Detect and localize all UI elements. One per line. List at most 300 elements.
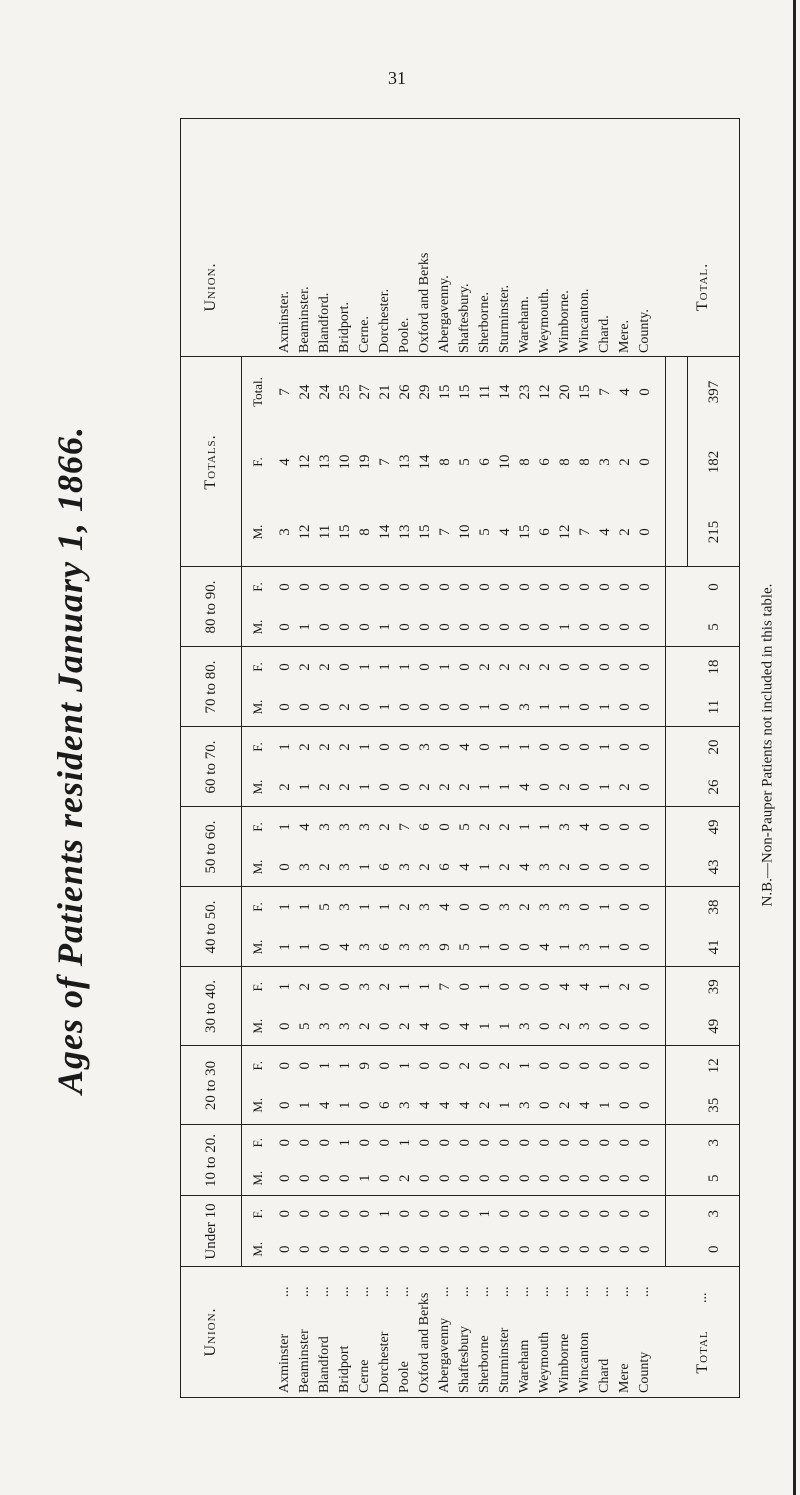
table-cell: 0 xyxy=(316,1245,333,1253)
table-cell: 0 xyxy=(356,703,373,711)
table-cell: 0 xyxy=(436,1139,453,1147)
table-cell: 0 xyxy=(336,583,353,591)
table-cell: 0 xyxy=(596,1139,613,1147)
table-cell: 0 xyxy=(536,1210,553,1218)
table-cell: 1 xyxy=(276,743,293,751)
table-cell: 13 xyxy=(396,454,413,470)
union-name-left: Abergavenny xyxy=(437,1317,452,1393)
table-cell: 1 xyxy=(596,783,613,791)
table-cell: 0 xyxy=(636,1101,653,1109)
table-cell: 2 xyxy=(336,703,353,711)
table-cell: 2 xyxy=(496,663,513,671)
table-cell: 0 xyxy=(476,1174,493,1182)
table-cell: 2 xyxy=(616,458,633,466)
table-cell: 4 xyxy=(576,1101,593,1109)
table-cell: 2 xyxy=(516,663,533,671)
table-cell: 3 xyxy=(356,823,373,831)
table-cell: 2 xyxy=(376,983,393,991)
total-cell: 5 xyxy=(705,623,722,631)
table-cell: 12 xyxy=(296,524,313,540)
table-cell: 1 xyxy=(276,983,293,991)
union-name-right: Shaftesbury. xyxy=(457,283,472,353)
leader-dots: ... xyxy=(577,1286,592,1297)
table-cell: 5 xyxy=(296,1022,313,1030)
table-cell: 4 xyxy=(276,458,293,466)
union-name-left: Chard xyxy=(597,1358,612,1393)
table-cell: 4 xyxy=(516,783,533,791)
union-name-right: Sturminster. xyxy=(497,284,512,353)
age-group-header: 80 to 90. xyxy=(202,580,219,634)
table-cell: 0 xyxy=(376,1022,393,1030)
table-cell: 0 xyxy=(636,703,653,711)
table-cell: 0 xyxy=(496,1174,513,1182)
table-cell: 15 xyxy=(436,384,453,400)
table-cell: 2 xyxy=(416,783,433,791)
sex-subheader: M. xyxy=(250,1097,265,1113)
table-cell: 0 xyxy=(596,1022,613,1030)
table-cell: 6 xyxy=(536,458,553,466)
table-cell: 0 xyxy=(616,703,633,711)
table-cell: 0 xyxy=(636,583,653,591)
table-cell: 4 xyxy=(436,903,453,911)
table-cell: 4 xyxy=(456,863,473,871)
table-cell: 0 xyxy=(456,903,473,911)
page-edge-rule xyxy=(793,0,796,1495)
table-cell: 1 xyxy=(556,943,573,951)
table-cell: 1 xyxy=(356,743,373,751)
age-group-header: 20 to 30 xyxy=(202,1060,219,1111)
table-cell: 4 xyxy=(436,1101,453,1109)
table-cell: 12 xyxy=(296,454,313,470)
table-cell: 3 xyxy=(336,863,353,871)
table-cell: 0 xyxy=(476,1245,493,1253)
table-cell: 0 xyxy=(296,583,313,591)
table-cell: 0 xyxy=(436,823,453,831)
table-cell: 0 xyxy=(316,943,333,951)
table-cell: 2 xyxy=(316,743,333,751)
table-cell: 0 xyxy=(536,983,553,991)
table-cell: 1 xyxy=(276,823,293,831)
table-cell: 0 xyxy=(596,663,613,671)
table-cell: 1 xyxy=(536,703,553,711)
table-cell: 3 xyxy=(496,903,513,911)
table-cell: 0 xyxy=(616,1139,633,1147)
table-cell: 2 xyxy=(316,663,333,671)
table-cell: 0 xyxy=(316,1210,333,1218)
table-cell: 0 xyxy=(616,1022,633,1030)
table-cell: 0 xyxy=(296,1139,313,1147)
table-cell: 3 xyxy=(576,943,593,951)
table-cell: 0 xyxy=(496,583,513,591)
table-cell: 10 xyxy=(336,454,353,470)
table-cell: 8 xyxy=(516,458,533,466)
age-group-header: 30 to 40. xyxy=(202,980,219,1033)
table-cell: 0 xyxy=(576,863,593,871)
table-cell: 0 xyxy=(436,743,453,751)
table-cell: 0 xyxy=(396,1245,413,1253)
total-label-left: Total xyxy=(694,1330,711,1374)
union-name-left: Poole xyxy=(397,1361,412,1393)
table-cell: 1 xyxy=(476,863,493,871)
table-cell: 0 xyxy=(296,703,313,711)
table-cell: 3 xyxy=(336,1022,353,1030)
table-cell: 5 xyxy=(456,458,473,466)
union-name-left: Dorchester xyxy=(377,1331,392,1393)
union-name-left: Sherborne xyxy=(477,1335,492,1393)
table-cell: 0 xyxy=(396,743,413,751)
table-cell: 0 xyxy=(476,743,493,751)
sex-subheader: F. xyxy=(250,457,265,467)
table-cell: 1 xyxy=(596,703,613,711)
table-cell: 0 xyxy=(576,703,593,711)
table-cell: 0 xyxy=(316,1174,333,1182)
table-cell: 4 xyxy=(456,1101,473,1109)
union-name-right: Beaminster. xyxy=(297,286,312,353)
page-title: Ages of Patients resident January 1, 1866. xyxy=(50,425,90,1095)
table-cell: 1 xyxy=(396,1139,413,1147)
leader-dots: ... xyxy=(637,1286,652,1297)
table-cell: 8 xyxy=(436,458,453,466)
table-cell: 1 xyxy=(356,663,373,671)
total-cell: 39 xyxy=(705,979,722,995)
table-cell: 2 xyxy=(416,863,433,871)
table-cell: 1 xyxy=(376,663,393,671)
table-cell: 6 xyxy=(416,823,433,831)
table-cell: 3 xyxy=(516,1022,533,1030)
table-cell: 0 xyxy=(396,623,413,631)
total-cell: 49 xyxy=(705,819,722,835)
table-cell: 0 xyxy=(636,1210,653,1218)
table-cell: 0 xyxy=(616,903,633,911)
sex-subheader: M. xyxy=(250,1018,265,1034)
table-cell: 1 xyxy=(356,863,373,871)
age-group-header: 40 to 50. xyxy=(202,900,219,954)
table-cell: 0 xyxy=(596,1062,613,1070)
table-cell: 1 xyxy=(376,703,393,711)
table-cell: 4 xyxy=(416,1022,433,1030)
table-cell: 2 xyxy=(296,743,313,751)
table-cell: 0 xyxy=(276,623,293,631)
table-cell: 0 xyxy=(536,623,553,631)
table-cell: 9 xyxy=(436,943,453,951)
table-cell: 0 xyxy=(576,1245,593,1253)
table-cell: 7 xyxy=(276,388,293,396)
total-cell: 5 xyxy=(705,1174,722,1182)
table-cell: 0 xyxy=(376,1245,393,1253)
union-name-right: Dorchester. xyxy=(377,288,392,353)
table-cell: 6 xyxy=(476,458,493,466)
union-header-left: Union. xyxy=(202,1307,219,1357)
table-cell: 1 xyxy=(596,743,613,751)
table-cell: 0 xyxy=(616,623,633,631)
union-name-right: Chard. xyxy=(597,315,612,353)
table-cell: 2 xyxy=(456,1062,473,1070)
table-cell: 1 xyxy=(336,1062,353,1070)
table-cell: 0 xyxy=(576,1210,593,1218)
table-cell: 3 xyxy=(536,903,553,911)
table-cell: 1 xyxy=(596,1101,613,1109)
table-cell: 2 xyxy=(496,1062,513,1070)
table-cell: 0 xyxy=(376,1139,393,1147)
table-cell: 0 xyxy=(636,1022,653,1030)
ages-table xyxy=(180,118,740,1398)
table-cell: 2 xyxy=(556,1101,573,1109)
union-name-right: Axminster. xyxy=(277,291,292,353)
table-cell: 0 xyxy=(416,1174,433,1182)
table-cell: 0 xyxy=(476,583,493,591)
table-cell: 2 xyxy=(496,863,513,871)
table-cell: 0 xyxy=(336,1210,353,1218)
table-cell: 2 xyxy=(276,783,293,791)
table-cell: 0 xyxy=(496,1139,513,1147)
table-cell: 0 xyxy=(456,1245,473,1253)
table-cell: 0 xyxy=(576,1174,593,1182)
table-cell: 0 xyxy=(516,1174,533,1182)
table-cell: 0 xyxy=(476,1062,493,1070)
table-cell: 4 xyxy=(576,823,593,831)
table-cell: 0 xyxy=(536,1062,553,1070)
table-cell: 14 xyxy=(496,384,513,400)
table-cell: 3 xyxy=(356,943,373,951)
table-cell: 2 xyxy=(616,528,633,536)
table-cell: 2 xyxy=(336,743,353,751)
table-cell: 7 xyxy=(596,388,613,396)
table-cell: 0 xyxy=(576,1139,593,1147)
table-cell: 15 xyxy=(516,524,533,540)
page-number: 31 xyxy=(388,68,406,88)
table-cell: 2 xyxy=(456,783,473,791)
table-cell: 7 xyxy=(576,528,593,536)
total-cell: 35 xyxy=(705,1097,722,1113)
table-cell: 0 xyxy=(596,1210,613,1218)
table-cell: 1 xyxy=(396,983,413,991)
union-name-left: Sturminster xyxy=(497,1327,512,1393)
total-cell: 3 xyxy=(705,1139,722,1147)
table-cell: 0 xyxy=(476,903,493,911)
table-cell: 0 xyxy=(556,663,573,671)
table-cell: 13 xyxy=(396,524,413,540)
union-name-left: Mere xyxy=(617,1363,632,1393)
table-cell: 2 xyxy=(396,903,413,911)
table-cell: 0 xyxy=(576,1062,593,1070)
table-cell: 3 xyxy=(276,528,293,536)
table-cell: 0 xyxy=(476,1139,493,1147)
table-cell: 0 xyxy=(596,1245,613,1253)
table-cell: 0 xyxy=(496,943,513,951)
table-cell: 12 xyxy=(556,524,573,540)
table-cell: 1 xyxy=(476,1022,493,1030)
table-cell: 0 xyxy=(636,458,653,466)
union-name-left: Bridport xyxy=(337,1345,352,1393)
table-cell: 0 xyxy=(296,1062,313,1070)
table-cell: 0 xyxy=(456,583,473,591)
table-cell: 0 xyxy=(356,583,373,591)
table-cell: 0 xyxy=(616,863,633,871)
table-cell: 0 xyxy=(496,1245,513,1253)
table-cell: 4 xyxy=(536,943,553,951)
union-name-right: Sherborne. xyxy=(477,291,492,353)
total-cell: 0 xyxy=(705,583,722,591)
table-cell: 15 xyxy=(336,524,353,540)
table-cell: 10 xyxy=(456,524,473,540)
total-cell: 12 xyxy=(705,1058,722,1074)
table-cell: 1 xyxy=(476,783,493,791)
table-cell: 10 xyxy=(496,454,513,470)
table-cell: 7 xyxy=(376,458,393,466)
table-cell: 0 xyxy=(516,943,533,951)
table-cell: 1 xyxy=(596,903,613,911)
table-cell: 0 xyxy=(456,623,473,631)
leader-dots: ... xyxy=(337,1286,352,1297)
table-cell: 0 xyxy=(436,1174,453,1182)
table-cell: 0 xyxy=(616,1062,633,1070)
total-cell: 43 xyxy=(705,859,722,875)
table-cell: 2 xyxy=(616,783,633,791)
table-cell: 0 xyxy=(536,583,553,591)
table-cell: 3 xyxy=(576,1022,593,1030)
table-cell: 24 xyxy=(316,384,333,400)
table-cell: 0 xyxy=(436,1245,453,1253)
table-cell: 0 xyxy=(556,1245,573,1253)
table-cell: 0 xyxy=(636,1062,653,1070)
table-cell: 15 xyxy=(576,384,593,400)
table-cell: 5 xyxy=(316,903,333,911)
table-cell: 0 xyxy=(496,703,513,711)
table-cell: 2 xyxy=(536,663,553,671)
table-cell: 0 xyxy=(376,743,393,751)
table-cell: 4 xyxy=(316,1101,333,1109)
table-cell: 0 xyxy=(576,743,593,751)
table-cell: 0 xyxy=(636,823,653,831)
sex-subheader: F. xyxy=(250,742,265,752)
union-name-left: Wimborne xyxy=(557,1333,572,1393)
table-cell: 3 xyxy=(416,903,433,911)
total-cell: 41 xyxy=(705,939,722,955)
table-cell: 0 xyxy=(556,743,573,751)
sex-subheader: M. xyxy=(250,779,265,795)
table-cell: 0 xyxy=(636,783,653,791)
table-cell: 0 xyxy=(276,663,293,671)
table-cell: 6 xyxy=(376,863,393,871)
table-cell: 2 xyxy=(476,1101,493,1109)
union-name-right: Cerne. xyxy=(357,316,372,353)
union-name-right: Weymouth. xyxy=(537,288,552,353)
table-cell: 12 xyxy=(536,384,553,400)
leader-dots: ... xyxy=(497,1286,512,1297)
table-cell: 1 xyxy=(596,943,613,951)
total-cell: 182 xyxy=(705,450,722,474)
table-cell: 0 xyxy=(356,1101,373,1109)
table-cell: 3 xyxy=(316,1022,333,1030)
table-cell: 14 xyxy=(416,454,433,470)
table-cell: 26 xyxy=(396,384,413,400)
table-cell: 1 xyxy=(476,983,493,991)
table-cell: 7 xyxy=(396,823,413,831)
table-cell: 2 xyxy=(316,783,333,791)
table-cell: 1 xyxy=(476,943,493,951)
table-cell: 0 xyxy=(296,1210,313,1218)
table-cell: 0 xyxy=(556,1062,573,1070)
age-group-header: Under 10 xyxy=(202,1203,219,1260)
table-cell: 2 xyxy=(316,863,333,871)
table-cell: 0 xyxy=(356,1245,373,1253)
table-cell: 8 xyxy=(576,458,593,466)
table-cell: 3 xyxy=(296,863,313,871)
table-cell: 1 xyxy=(356,783,373,791)
total-cell: 49 xyxy=(705,1018,722,1034)
total-cell: 0 xyxy=(705,1245,722,1253)
union-name-right: Oxford and Berks xyxy=(417,252,432,353)
total-cell: 397 xyxy=(705,380,722,404)
table-cell: 0 xyxy=(416,1245,433,1253)
table-cell: 1 xyxy=(296,903,313,911)
table-cell: 0 xyxy=(496,983,513,991)
table-cell: 0 xyxy=(636,903,653,911)
table-cell: 4 xyxy=(596,528,613,536)
table-cell: 3 xyxy=(516,1101,533,1109)
table-cell: 0 xyxy=(536,783,553,791)
table-cell: 3 xyxy=(336,823,353,831)
table-cell: 0 xyxy=(636,663,653,671)
union-name-left: Weymouth xyxy=(537,1331,552,1393)
table-cell: 1 xyxy=(296,943,313,951)
table-cell: 0 xyxy=(636,1245,653,1253)
leader-dots: ... xyxy=(297,1286,312,1297)
table-cell: 11 xyxy=(476,384,493,400)
table-cell: 4 xyxy=(496,528,513,536)
table-cell: 3 xyxy=(556,903,573,911)
sex-subheader: M. xyxy=(250,939,265,955)
table-cell: 1 xyxy=(376,1210,393,1218)
table-cell: 3 xyxy=(516,703,533,711)
sex-subheader: M. xyxy=(250,1170,265,1186)
table-cell: 0 xyxy=(636,1139,653,1147)
total-cell: 11 xyxy=(705,699,722,715)
sex-subheader: F. xyxy=(250,982,265,992)
table-cell: 2 xyxy=(396,1022,413,1030)
union-name-right: Wincanton. xyxy=(577,288,592,353)
table-cell: 2 xyxy=(556,1022,573,1030)
table-cell: 0 xyxy=(436,1062,453,1070)
table-cell: 8 xyxy=(356,528,373,536)
table-cell: 15 xyxy=(416,524,433,540)
table-cell: 0 xyxy=(316,983,333,991)
table-cell: 3 xyxy=(316,823,333,831)
table-cell: 0 xyxy=(556,1174,573,1182)
table-cell: 0 xyxy=(596,583,613,591)
union-name-left: Blandford xyxy=(317,1336,332,1393)
table-cell: 2 xyxy=(556,783,573,791)
table-cell: 1 xyxy=(536,823,553,831)
table-cell: 1 xyxy=(476,1210,493,1218)
table-cell: 0 xyxy=(516,1245,533,1253)
table-cell: 1 xyxy=(296,623,313,631)
table-cell: 0 xyxy=(436,703,453,711)
table-cell: 0 xyxy=(576,583,593,591)
union-name-left: Cerne xyxy=(357,1359,372,1393)
sex-subheader: M. xyxy=(250,1241,265,1257)
table-cell: 4 xyxy=(556,983,573,991)
table-cell: 0 xyxy=(436,1022,453,1030)
union-name-left: Beaminster xyxy=(297,1329,312,1393)
sex-subheader: F. xyxy=(250,902,265,912)
table-cell: 0 xyxy=(616,1210,633,1218)
table-cell: 2 xyxy=(476,663,493,671)
table-cell: 0 xyxy=(316,583,333,591)
union-name-right: Mere. xyxy=(617,319,632,353)
leader-dots: ... xyxy=(517,1286,532,1297)
table-cell: 0 xyxy=(416,703,433,711)
